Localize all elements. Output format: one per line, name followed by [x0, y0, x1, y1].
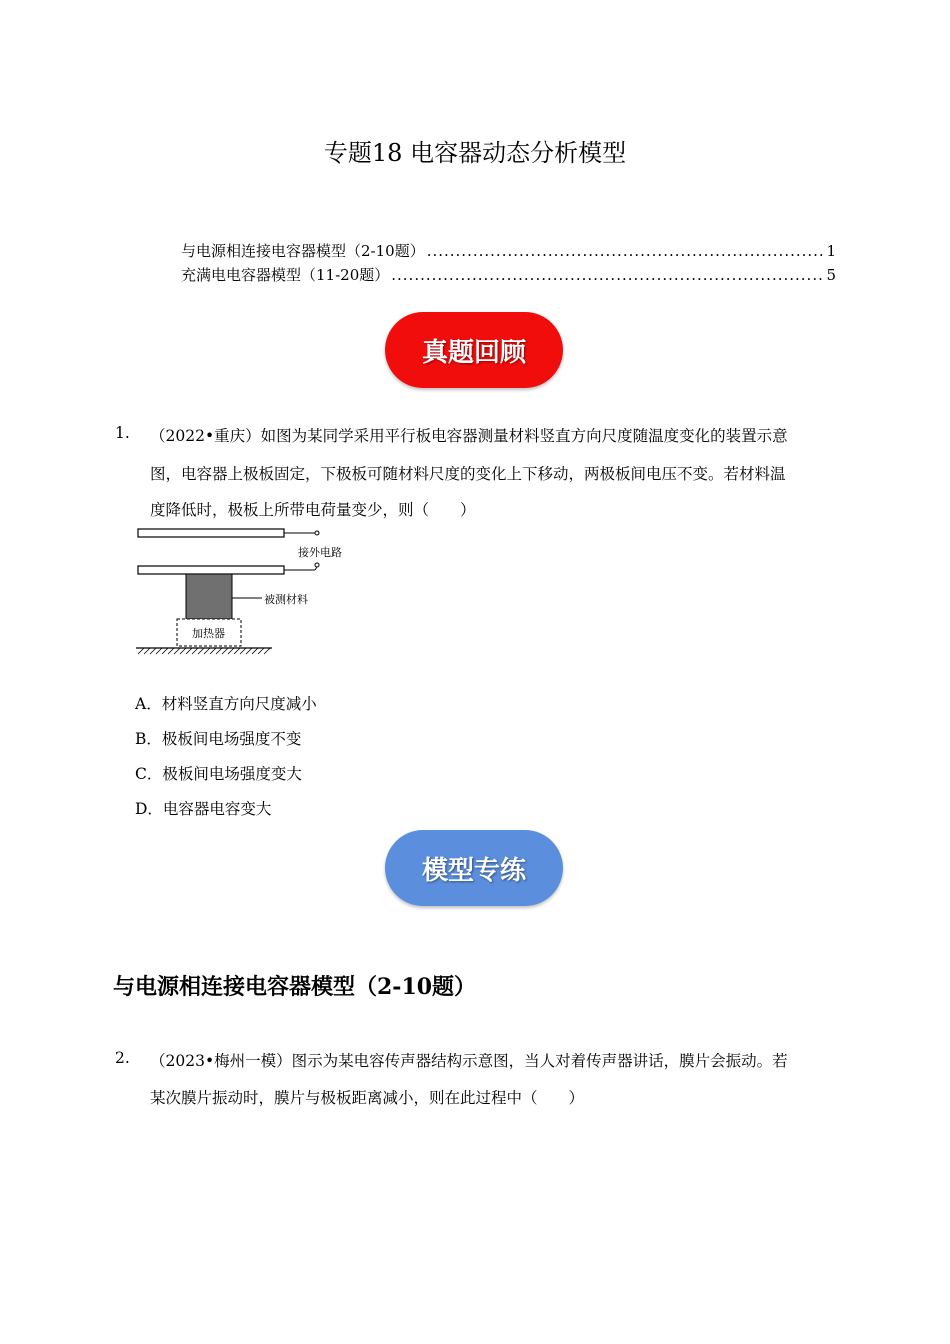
toc-entry-page: 5: [826, 266, 836, 284]
upper-plate: [138, 529, 284, 537]
label-material: 被测材料: [264, 593, 308, 606]
option-d: D．电容器电容变大: [135, 800, 272, 818]
label-circuit: 接外电路: [298, 546, 342, 559]
review-badge: 真题回顾: [385, 312, 563, 388]
toc-entry-2[interactable]: [181, 264, 836, 285]
page-title: 专题18 电容器动态分析模型: [323, 139, 627, 167]
question-line: 图，电容器上极板固定，下极板可随材料尺度的变化上下移动，两极板间电压不变。若材料温: [150, 465, 786, 483]
lower-plate: [138, 566, 284, 574]
toc-entry-label: 与电源相连接电容器模型（2-10题）: [181, 242, 425, 260]
toc-entry-page: 1: [826, 242, 836, 260]
material-block: [186, 574, 232, 619]
question-number: 2.: [115, 1049, 130, 1067]
question-number: 1.: [115, 424, 130, 442]
toc-entry-1[interactable]: [181, 240, 836, 261]
toc-leader: [427, 242, 825, 260]
option-a: A．材料竖直方向尺度减小: [135, 695, 317, 713]
question-line: （2022•重庆）如图为某同学采用平行板电容器测量材料竖直方向尺度随温度变化的装置示意: [150, 427, 788, 445]
question-line: （2023•梅州一模）图示为某电容传声器结构示意图，当人对着传声器讲话，膜片会振动。若: [150, 1052, 788, 1070]
option-c: C．极板间电场强度变大: [135, 765, 302, 783]
toc-entry-label: 充满电电容器模型（11-20题）: [181, 266, 390, 284]
capacitor-figure: [132, 524, 362, 659]
label-heater: 加热器: [192, 627, 225, 640]
toc-leader: [391, 266, 824, 284]
section-heading: 与电源相连接电容器模型（2-10题）: [113, 974, 477, 1000]
question-line: 度降低时，极板上所带电荷量变少，则（ ）: [150, 501, 476, 519]
practice-badge: 模型专练: [385, 830, 563, 906]
upper-terminal: [315, 531, 319, 535]
question-line: 某次膜片振动时，膜片与极板距离减小，则在此过程中（ ）: [150, 1089, 585, 1107]
ground-hatching: [138, 648, 270, 654]
lower-terminal: [315, 563, 319, 567]
option-b: B．极板间电场强度不变: [135, 730, 302, 748]
